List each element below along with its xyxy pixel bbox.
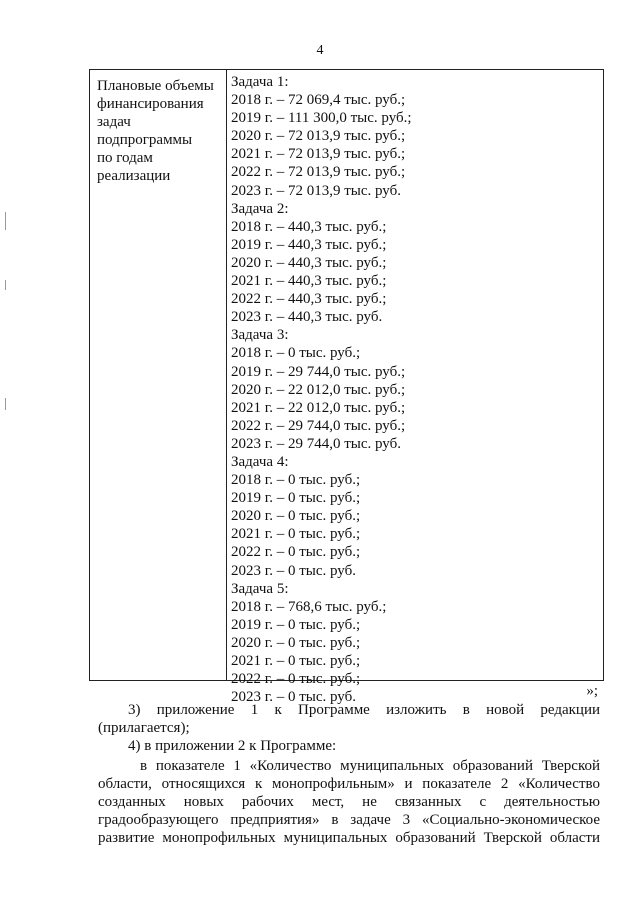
- value-line: Задача 1:: [231, 74, 289, 90]
- value-line: Задача 2:: [231, 200, 289, 217]
- item-4-line: 4) в приложении 2 к Программе:: [128, 738, 337, 754]
- value-line: 2018 г. – 0 тыс. руб.;: [231, 345, 361, 362]
- value-line: 2023 г. – 29 744,0 тыс. руб.: [231, 435, 401, 452]
- value-line: 2019 г. – 111 300,0 тыс. руб.;: [231, 110, 412, 127]
- value-line: 2020 г. – 440,3 тыс. руб.;: [231, 254, 387, 271]
- value-line: 2023 г. – 440,3 тыс. руб.: [231, 309, 383, 326]
- value-line: Задача 3:: [231, 327, 289, 344]
- item-3-line-1: 3) приложение 1 к Программе изложить в новой редакции: [128, 702, 600, 718]
- closing-quote-mark: »;: [586, 683, 598, 699]
- value-line: 2020 г. – 0 тыс. руб.;: [231, 508, 361, 525]
- value-line: 2018 г. – 0 тыс. руб.;: [231, 472, 361, 489]
- item-3-line-2: (прилагается);: [98, 720, 190, 736]
- value-line: 2022 г. – 440,3 тыс. руб.;: [231, 291, 387, 308]
- paragraph-line-5: развитие монопрофильных муниципальных образований Тверской области: [98, 830, 600, 846]
- value-line: 2020 г. – 22 012,0 тыс. руб.;: [231, 381, 406, 398]
- value-line: 2023 г. – 0 тыс. руб.: [231, 562, 356, 579]
- value-line: 2020 г. – 0 тыс. руб.;: [231, 634, 361, 651]
- page-number: 4: [316, 43, 324, 58]
- value-line: 2018 г. – 440,3 тыс. руб.;: [231, 218, 387, 235]
- financing-table: [89, 69, 604, 706]
- value-line: 2022 г. – 0 тыс. руб.;: [231, 671, 361, 688]
- column-divider: [226, 70, 227, 680]
- value-line: 2021 г. – 0 тыс. руб.;: [231, 526, 361, 543]
- value-line: 2019 г. – 0 тыс. руб.;: [231, 490, 361, 507]
- value-line: 2023 г. – 72 013,9 тыс. руб.: [231, 182, 401, 199]
- header-line: подпрограммы: [97, 132, 193, 148]
- margin-mark: [5, 212, 6, 230]
- paragraph-line-3: созданных новых рабочих мест, не связанных с деятельностью: [98, 794, 600, 810]
- value-line: 2021 г. – 0 тыс. руб.;: [231, 653, 361, 669]
- margin-mark: [5, 398, 6, 410]
- table-value-cell: [231, 73, 601, 706]
- value-line: 2021 г. – 22 012,0 тыс. руб.;: [231, 399, 406, 416]
- margin-mark: [5, 280, 6, 290]
- header-line: реализации: [97, 168, 171, 184]
- value-line: 2018 г. – 768,6 тыс. руб.;: [231, 598, 387, 615]
- value-line: 2019 г. – 29 744,0 тыс. руб.;: [231, 363, 406, 380]
- paragraph-line-4: градообразующего предприятия» в задаче 3 «Социально-экономическое: [98, 812, 600, 828]
- value-line: 2022 г. – 72 013,9 тыс. руб.;: [231, 164, 406, 181]
- value-line: 2020 г. – 72 013,9 тыс. руб.;: [231, 128, 406, 145]
- paragraph-line-1: в показателе 1 «Количество муниципальных образований Тверской: [140, 758, 600, 774]
- header-line: задач: [97, 114, 131, 130]
- paragraph-line-2: области, относящихся к монопрофильным» и показателе 2 «Количество: [98, 776, 600, 792]
- value-line: 2021 г. – 440,3 тыс. руб.;: [231, 273, 387, 290]
- value-line: 2023 г. – 0 тыс. руб.: [231, 689, 356, 706]
- value-line: 2019 г. – 0 тыс. руб.;: [231, 616, 361, 633]
- value-line: Задача 5:: [231, 580, 289, 597]
- table-header-cell: [97, 77, 222, 185]
- header-line: по годам: [97, 150, 153, 166]
- header-line: Плановые объемы: [97, 78, 214, 94]
- header-line: финансирования: [97, 96, 204, 112]
- value-line: 2018 г. – 72 069,4 тыс. руб.;: [231, 92, 406, 109]
- value-line: 2021 г. – 72 013,9 тыс. руб.;: [231, 146, 406, 163]
- value-line: 2022 г. – 0 тыс. руб.;: [231, 544, 361, 561]
- value-line: 2022 г. – 29 744,0 тыс. руб.;: [231, 417, 406, 434]
- value-line: Задача 4:: [231, 453, 289, 470]
- value-line: 2019 г. – 440,3 тыс. руб.;: [231, 236, 387, 253]
